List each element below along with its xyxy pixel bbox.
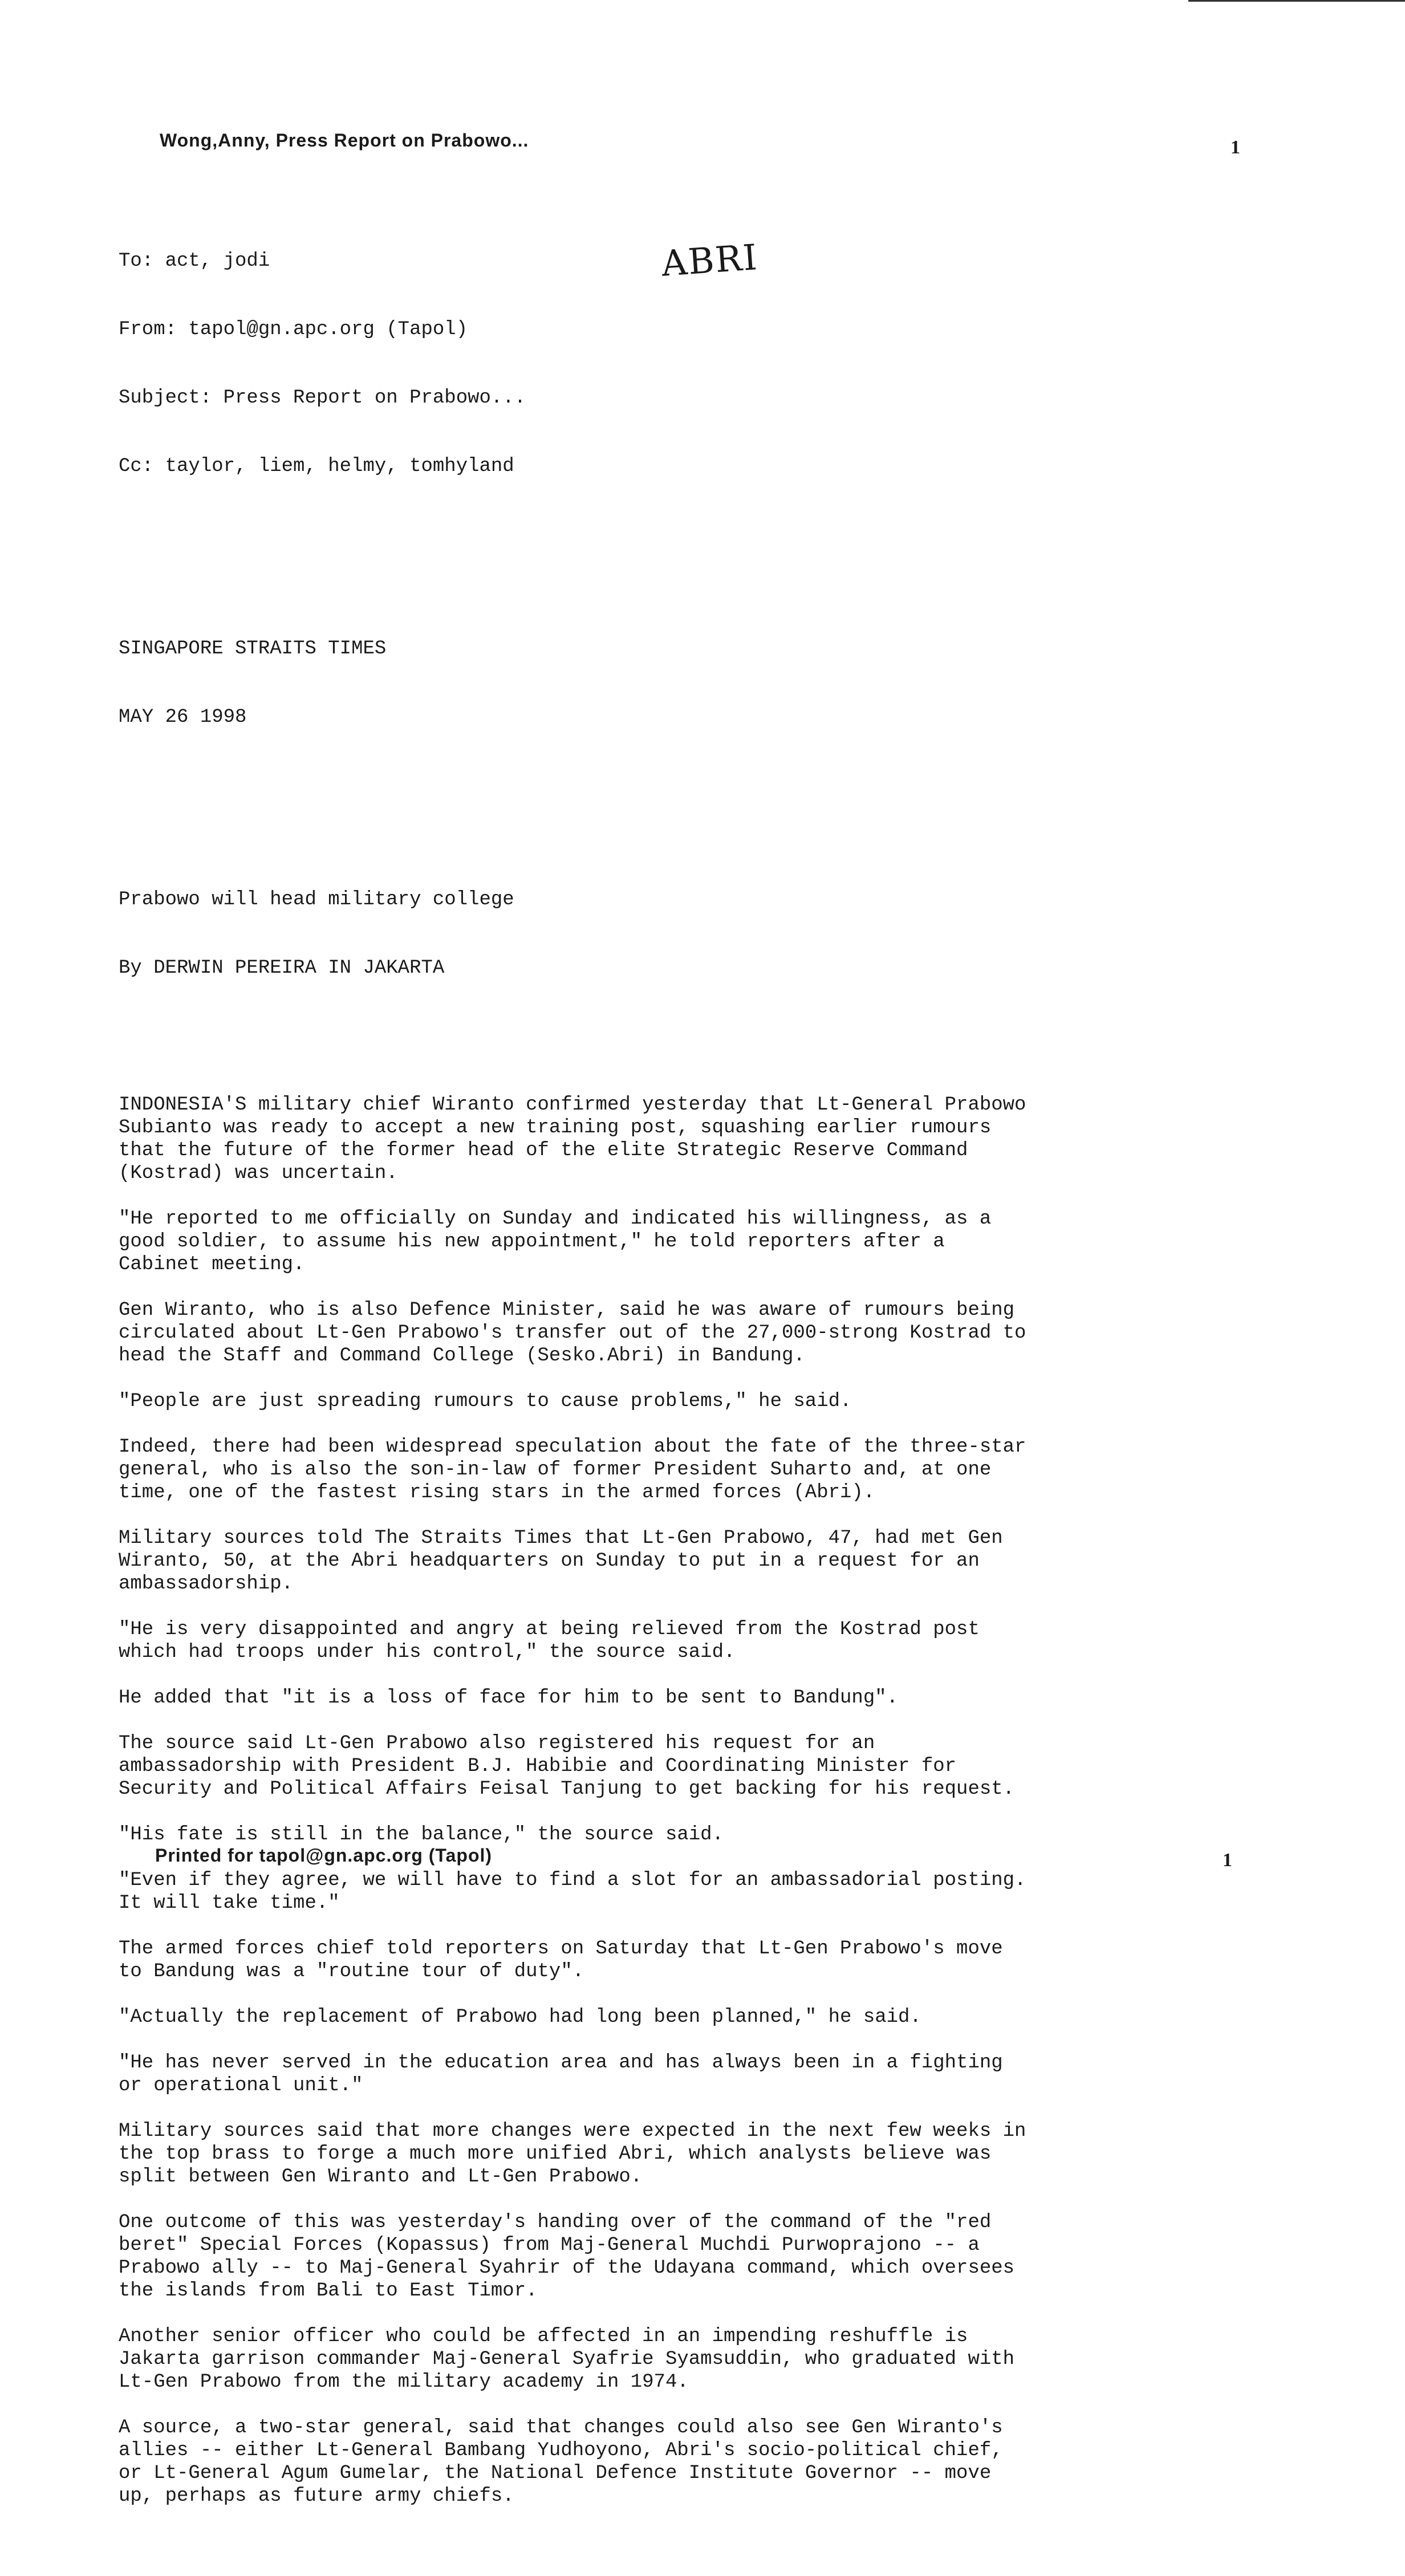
paragraph-line: Cabinet meeting.	[119, 1254, 305, 1275]
article-paragraph	[119, 2120, 1145, 2188]
email-to: To: act, jodi	[119, 250, 270, 272]
paragraph-line: Jakarta garrison commander Maj-General Syafrie Syamsuddin, who graduated with	[119, 2349, 1015, 2370]
email-header	[119, 204, 1145, 523]
paragraph-line: ambassadorship.	[119, 1573, 294, 1595]
email-cc: Cc: taylor, liem, helmy, tomhyland	[119, 456, 514, 477]
paragraph-line: Military sources told The Straits Times that Lt-Gen Prabowo, 47, had met Gen	[119, 1527, 1003, 1549]
paragraph-line: head the Staff and Command College (Sesko.Abri) in Bandung.	[119, 1345, 805, 1367]
article-paragraph	[119, 1208, 1145, 1276]
article-paragraph	[119, 1390, 1145, 1413]
paragraph-line: "Even if they agree, we will have to find a slot for an ambassadorial posting.	[119, 1870, 1026, 1891]
article-paragraphs	[119, 1094, 1145, 2508]
paragraph-line: up, perhaps as future army chiefs.	[119, 2485, 514, 2507]
paragraph-line: "He is very disappointed and angry at being relieved from the Kostrad post	[119, 1619, 980, 1640]
article-paragraph	[119, 1436, 1145, 1504]
email-from: From: tapol@gn.apc.org (Tapol)	[119, 319, 468, 340]
paragraph-line: (Kostrad) was uncertain.	[119, 1163, 398, 1184]
header-title: Wong,Anny, Press Report on Prabowo...	[160, 130, 529, 151]
paragraph-line: or Lt-General Agum Gumelar, the National Defence Institute Governor -- move	[119, 2463, 992, 2484]
article-headline: Prabowo will head military college	[119, 889, 514, 911]
paragraph-line: to Bandung was a "routine tour of duty".	[119, 1961, 584, 1982]
paragraph-line: "People are just spreading rumours to cause problems," he said.	[119, 1391, 852, 1412]
top-edge-line	[1188, 0, 1405, 2]
document-body	[119, 159, 1145, 2576]
article-paragraph	[119, 1618, 1145, 1664]
paragraph-line: "Actually the replacement of Prabowo had long been planned," he said.	[119, 2006, 921, 2028]
publication-date: MAY 26 1998	[119, 706, 247, 728]
paragraph-line: Prabowo ally -- to Maj-General Syahrir of the Udayana command, which oversees	[119, 2257, 1015, 2279]
article-paragraph	[119, 2211, 1145, 2302]
paragraph-line: ambassadorship with President B.J. Habibie and Coordinating Minister for	[119, 1756, 957, 1777]
paragraph-line: the islands from Bali to East Timor.	[119, 2280, 538, 2302]
paragraph-line: Lt-Gen Prabowo from the military academy in 1974.	[119, 2371, 689, 2393]
paragraph-line: which had troops under his control," the source said.	[119, 1642, 736, 1663]
article-paragraph	[119, 2416, 1145, 2508]
article-paragraph	[119, 2006, 1145, 2029]
paragraph-line: good soldier, to assume his new appointment," he told reporters after a	[119, 1231, 945, 1253]
article-paragraph	[119, 1687, 1145, 1709]
article-paragraph	[119, 1732, 1145, 1801]
paragraph-line: Indeed, there had been widespread speculation about the fate of the three-star	[119, 1436, 1026, 1458]
article-paragraph	[119, 1094, 1145, 1185]
paragraph-line: Subianto was ready to accept a new training post, squashing earlier rumours	[119, 1117, 992, 1139]
paragraph-line: It will take time."	[119, 1892, 340, 1914]
paragraph-line: the top brass to forge a much more unified Abri, which analysts believe was	[119, 2143, 992, 2165]
paragraph-line: "He has never served in the education area and has always been in a fighting	[119, 2052, 1003, 2074]
paragraph-line: allies -- either Lt-General Bambang Yudhoyono, Abri's socio-political chief,	[119, 2440, 1003, 2461]
paragraph-line: A source, a two-star general, said that changes could also see Gen Wiranto's	[119, 2417, 1003, 2439]
paragraph-line: He added that "it is a loss of face for him to be sent to Bandung".	[119, 1687, 899, 1709]
paragraph-line: split between Gen Wiranto and Lt-Gen Prabowo.	[119, 2166, 643, 2188]
paragraph-line: INDONESIA'S military chief Wiranto confirmed yesterday that Lt-General Prabowo	[119, 1094, 1026, 1116]
article-heading	[119, 843, 1145, 1025]
paragraph-line: or operational unit."	[119, 2075, 363, 2096]
paragraph-line: Another senior officer who could be affected in an impending reshuffle is	[119, 2326, 968, 2347]
paragraph-line: Gen Wiranto, who is also Defence Minister, said he was aware of rumours being	[119, 1299, 1015, 1321]
email-subject: Subject: Press Report on Prabowo...	[119, 387, 526, 409]
paragraph-line: circulated about Lt-Gen Prabowo's transfer out of the 27,000-strong Kostrad to	[119, 1322, 1026, 1344]
paragraph-line: One outcome of this was yesterday's handing over of the command of the "red	[119, 2212, 992, 2233]
paragraph-line: general, who is also the son-in-law of former President Suharto and, at one	[119, 1459, 992, 1481]
paragraph-line: The armed forces chief told reporters on Saturday that Lt-Gen Prabowo's move	[119, 1938, 1003, 1960]
article-paragraph	[119, 1299, 1145, 1367]
paragraph-line: The source said Lt-Gen Prabowo also registered his request for an	[119, 1733, 875, 1754]
page-number-top: 1	[1231, 137, 1240, 158]
paragraph-line: time, one of the fastest rising stars in the armed forces (Abri).	[119, 1482, 875, 1504]
paragraph-line: beret" Special Forces (Kopassus) from Maj-General Muchdi Purwoprajono -- a	[119, 2234, 980, 2256]
page-number-bottom: 1	[1223, 1850, 1232, 1871]
paragraph-line: Wiranto, 50, at the Abri headquarters on Sunday to put in a request for an	[119, 1550, 980, 1572]
article-paragraph	[119, 1937, 1145, 1983]
paragraph-line: that the future of the former head of the elite Strategic Reserve Command	[119, 1140, 968, 1161]
paragraph-line: "He reported to me officially on Sunday and indicated his willingness, as a	[119, 1208, 992, 1230]
handwritten-note: ABRI	[660, 236, 760, 285]
article-paragraph	[119, 2051, 1145, 2097]
paragraph-line: Security and Political Affairs Feisal Tanjung to get backing for his request.	[119, 1778, 1015, 1800]
article-paragraph	[119, 1527, 1145, 1595]
footer-printed-for: Printed for tapol@gn.apc.org (Tapol)	[155, 1845, 493, 1866]
paragraph-line: Military sources said that more changes were expected in the next few weeks in	[119, 2120, 1026, 2142]
article-byline: By DERWIN PEREIRA IN JAKARTA	[119, 957, 445, 979]
publication-name: SINGAPORE STRAITS TIMES	[119, 638, 387, 660]
article-paragraph	[119, 1869, 1145, 1915]
article-paragraph	[119, 1823, 1145, 1846]
paragraph-line: "His fate is still in the balance," the source said.	[119, 1824, 724, 1846]
publication-info	[119, 592, 1145, 774]
article-paragraph	[119, 2325, 1145, 2394]
